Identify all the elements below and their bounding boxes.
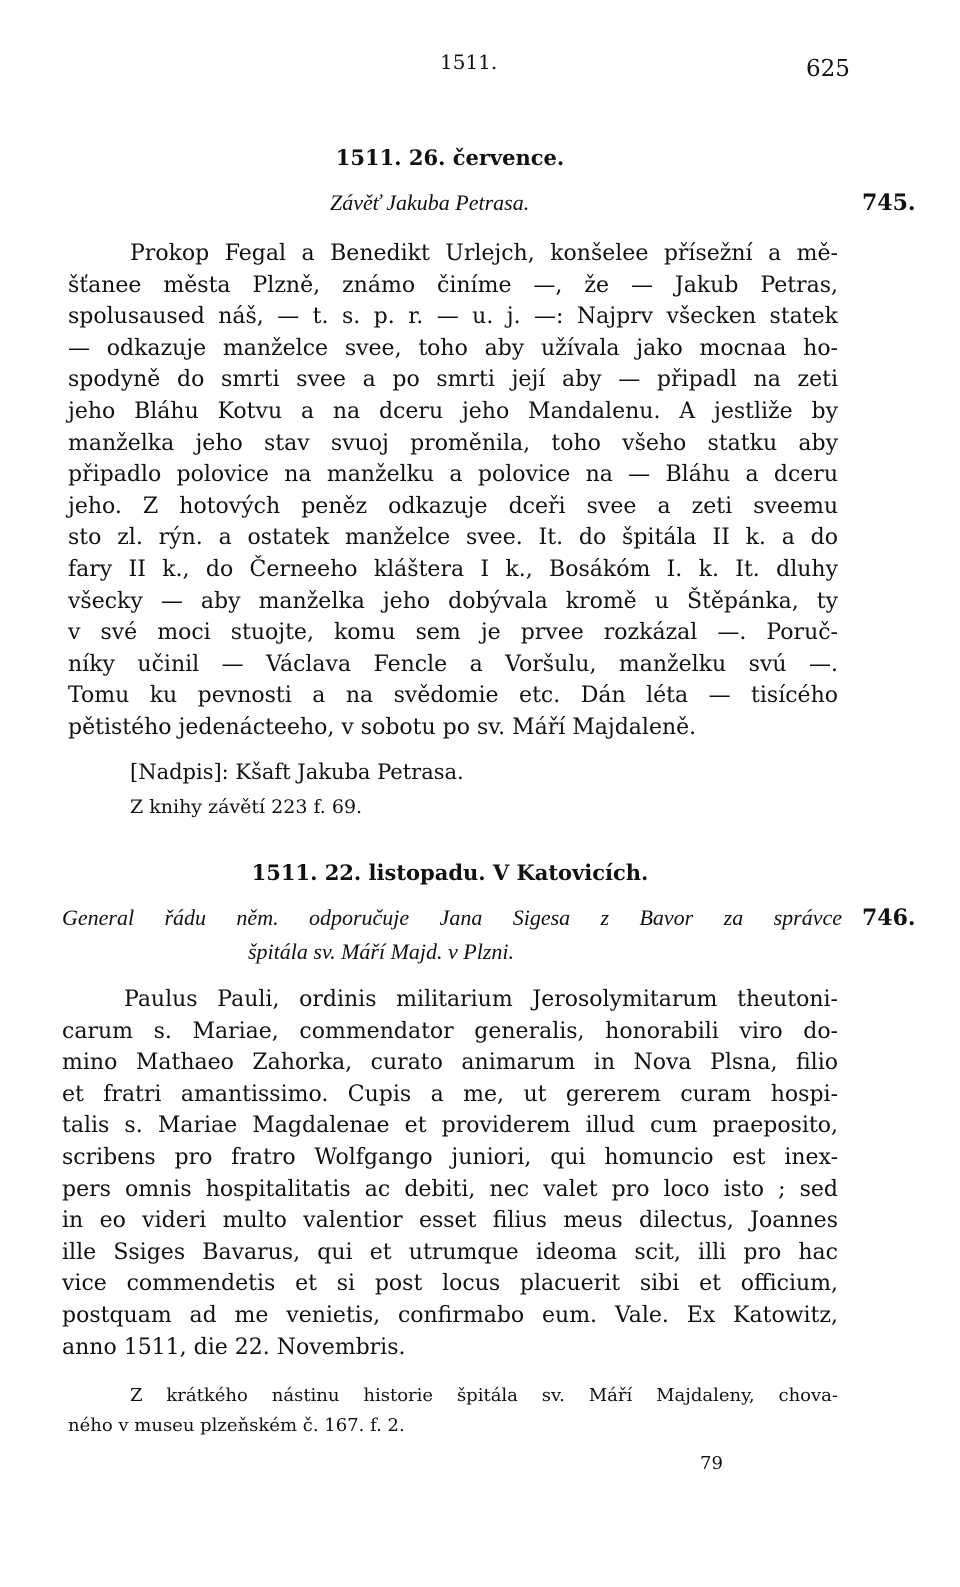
entry-746-body — [62, 984, 838, 1363]
entry-745-body — [68, 238, 838, 744]
body-line: mino Mathaeo Zahorka, curato animarum in Nova Plsna, filio — [62, 1050, 838, 1076]
body-line: jeho Bláhu Kotvu a na dceru jeho Mandalenu. A jestliže by — [68, 398, 838, 424]
body-line: Prokop Fegal a Benedikt Urlejch, konšelee přísežní a mě- — [130, 241, 838, 266]
body-line: vice commendetis et si post locus placuerit sibi et officium, — [62, 1271, 838, 1297]
entry-746-date-heading: 1511. 22. listopadu. V Katovicích. — [251, 860, 649, 885]
body-line: sto zl. rýn. a ostatek manželce svee. It. do špitála II k. a do — [68, 525, 838, 551]
body-line: — odkazuje manželce svee, toho aby užívala jako mocnaa ho- — [68, 335, 838, 361]
body-line: spolusaused náš, — t. s. p. r. — u. j. —: Najprv všecken statek — [68, 304, 838, 330]
body-line: připadlo polovice na manželku a polovice na — Bláhu a dceru — [68, 462, 838, 488]
body-line: šťanee města Plzně, známo činíme —, že — Jakub Petras, — [68, 272, 838, 298]
body-line: et fratri amantissimo. Cupis a me, ut gererem curam hospi- — [62, 1081, 838, 1107]
entry-745-source: Z knihy závětí 223 f. 69. — [130, 796, 363, 818]
body-line: Tomu ku pevnosti a na svědomie etc. Dán léta — tisícého — [68, 683, 838, 709]
entry-745-inscription: [Nadpis]: Kšaft Jakuba Petrasa. — [130, 760, 464, 784]
body-line: scribens pro fratro Wolfgango juniori, qui homuncio est inex- — [62, 1144, 838, 1170]
body-line: pětistého jedenácteeho, v sobotu po sv. Máří Majdaleně. — [68, 714, 697, 740]
body-line: níky učinil — Václava Fencle a Voršulu, manželku svú —. — [68, 651, 838, 677]
body-line: fary II k., do Černeeho kláštera I k., Bosákóm I. k. It. dluhy — [68, 556, 838, 582]
body-line: manželka jeho stav svuoj proměnila, toho všeho statku aby — [68, 430, 838, 456]
body-line: spodyně do smrti svee a po smrti její aby — připadl na zeti — [68, 367, 838, 393]
body-line: anno 1511, die 22. Novembris. — [62, 1334, 406, 1360]
entry-745-title: Závěť Jakuba Petrasa. — [330, 190, 530, 215]
body-line: Paulus Pauli, ordinis militarium Jerosolymitarum theutoni- — [124, 987, 838, 1012]
body-line: v své moci stuojte, komu sem je prvee rozkázal —. Poruč- — [68, 620, 838, 646]
body-line: talis s. Mariae Magdalenae et providerem illud cum praeposito, — [62, 1113, 838, 1139]
body-line: postquam ad me venietis, confirmabo eum. Vale. Ex Katowitz, — [62, 1302, 838, 1328]
entry-745-date-heading: 1511. 26. července. — [335, 145, 565, 170]
entry-745-number: 745. — [862, 190, 916, 216]
entry-746-title-line-2: špitála sv. Máří Majd. v Plzni. — [248, 939, 515, 964]
entry-746-source — [68, 1381, 838, 1441]
source-line: ného v museu plzeňském č. 167. f. 2. — [68, 1415, 405, 1436]
body-line: carum s. Mariae, commendator generalis, honorabili viro do- — [62, 1018, 838, 1044]
entry-746-title-line-1: General řádu něm. odporučuje Jana Sigesa z Bavor za správce — [62, 905, 842, 930]
body-line: všecky — aby manželka jeho dobývala kromě u Štěpánka, ty — [68, 588, 838, 614]
running-head-year: 1511. — [440, 50, 498, 74]
body-line: in eo videri multo valentior esset filius meus dilectus, Joannes — [62, 1208, 838, 1234]
entry-746-number: 746. — [862, 905, 916, 931]
body-line: pers omnis hospitalitatis ac debiti, nec valet pro loco isto ; sed — [62, 1176, 838, 1202]
signature-mark: 79 — [700, 1453, 723, 1474]
source-line: Z krátkého nástinu historie špitála sv. Máří Majdaleny, chova- — [130, 1385, 838, 1406]
page-number: 625 — [806, 56, 850, 82]
body-line: jeho. Z hotových peněz odkazuje dceři svee a zeti sveemu — [68, 493, 838, 519]
body-line: ille Ssiges Bavarus, qui et utrumque ideoma scit, illi pro hac — [62, 1239, 838, 1265]
